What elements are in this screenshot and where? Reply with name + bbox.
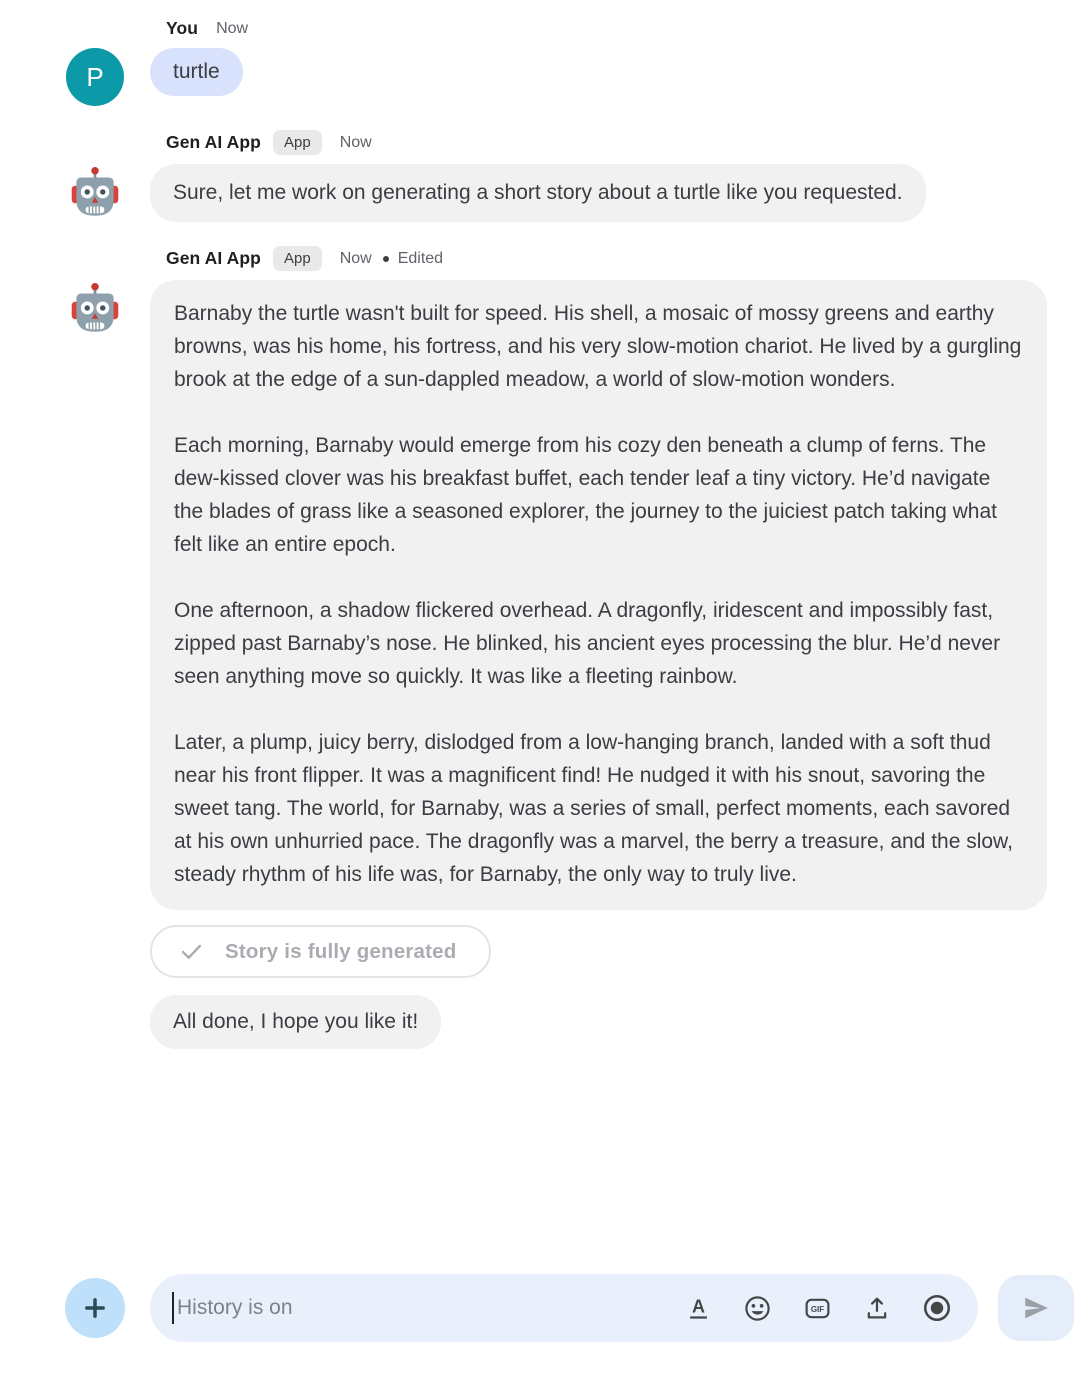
message-content <box>150 48 243 96</box>
robot-avatar[interactable] <box>66 164 124 222</box>
message-composer <box>0 1274 1090 1342</box>
story-message-bubble <box>150 280 1047 910</box>
story-generated-status-chip[interactable] <box>150 925 491 978</box>
upload-button[interactable] <box>863 1294 891 1322</box>
message-group-user <box>0 18 1090 106</box>
avatar-column <box>66 164 126 222</box>
message-row <box>0 48 1090 106</box>
robot-avatar[interactable] <box>66 280 124 338</box>
check-icon <box>178 938 205 965</box>
record-button[interactable] <box>922 1293 952 1323</box>
app-badge: App <box>273 130 322 155</box>
sender-name: You <box>166 18 199 38</box>
followup-row <box>150 995 1090 1049</box>
record-icon <box>922 1293 952 1323</box>
avatar-column <box>66 280 126 338</box>
message-header <box>166 130 1090 155</box>
add-button[interactable] <box>65 1278 125 1338</box>
message-header <box>166 18 1090 39</box>
bot-followup-bubble: All done, I hope you like it! <box>150 995 441 1049</box>
gif-button[interactable] <box>803 1294 832 1323</box>
message-header <box>166 246 1090 271</box>
story-paragraph: Barnaby the turtle wasn't built for speed. His shell, a mosaic of mossy greens and earthy browns, was his home, his fortress, and his very slow-motion chariot. He lived by a gurgling brook at the edge of a sun-dappled meadow, a world of slow-motion wonders. <box>174 302 1022 391</box>
edited-separator-dot <box>383 256 389 262</box>
send-icon <box>1021 1293 1051 1323</box>
timestamp: Now <box>216 19 249 37</box>
gif-icon <box>803 1294 832 1323</box>
format-text-icon <box>685 1295 712 1322</box>
message-group-bot-1 <box>0 130 1090 222</box>
emoji-icon <box>743 1294 772 1323</box>
text-cursor <box>172 1292 174 1324</box>
format-text-button[interactable] <box>685 1295 712 1322</box>
send-button[interactable] <box>998 1275 1074 1341</box>
message-content <box>150 280 1047 910</box>
story-paragraph: Later, a plump, juicy berry, dislodged from a low-hanging branch, landed with a soft thud near his front flipper. It was a magnificent find! He nudged it with his snout, savoring the sweet tang. The world, for Barnaby, was a series of small, perfect moments, each savored at his own unhurried pace. The dragonfly was a marvel, the berry a treasure, and the slow, steady rhythm of his life was, for Barnaby, the only way to truly live. <box>174 731 1013 886</box>
timestamp: Now <box>339 249 372 267</box>
message-group-bot-2 <box>0 246 1090 1049</box>
story-paragraph: One afternoon, a shadow flickered overhead. A dragonfly, iridescent and impossibly fast, zipped past Barnaby’s nose. He blinked, his ancient eyes processing the blur. He’d never seen anything move so quickly. It was like a fleeting rainbow. <box>174 599 1001 688</box>
bot-message-bubble: Sure, let me work on generating a short story about a turtle like you requested. <box>150 164 926 222</box>
sender-name: Gen AI App <box>166 132 261 152</box>
add-icon <box>81 1294 109 1322</box>
timestamp: Now <box>339 133 372 151</box>
upload-icon <box>863 1294 891 1322</box>
story-paragraph: Each morning, Barnaby would emerge from his cozy den beneath a clump of ferns. The dew-kissed clover was his breakfast buffet, each tender leaf a tiny victory. He’d navigate the blades of grass like a seasoned explorer, the journey to the juiciest patch taking what felt like an entire epoch. <box>174 434 997 556</box>
message-content <box>150 164 926 222</box>
svg-text:A: A <box>692 1295 705 1316</box>
message-row <box>0 164 1090 222</box>
edited-label: Edited <box>397 249 444 267</box>
emoji-button[interactable] <box>743 1294 772 1323</box>
input-placeholder: History is on <box>177 1296 293 1319</box>
message-input[interactable] <box>150 1274 978 1342</box>
user-avatar[interactable] <box>66 48 124 106</box>
avatar-letter: P <box>86 61 104 92</box>
app-badge: App <box>273 246 322 271</box>
avatar-column <box>66 48 126 106</box>
status-chip-label: Story is fully generated <box>225 939 457 963</box>
sender-name: Gen AI App <box>166 248 261 268</box>
user-message-bubble: turtle <box>150 48 243 96</box>
composer-toolbar <box>685 1293 952 1323</box>
svg-text:GIF: GIF <box>810 1304 825 1314</box>
message-row <box>0 280 1090 910</box>
